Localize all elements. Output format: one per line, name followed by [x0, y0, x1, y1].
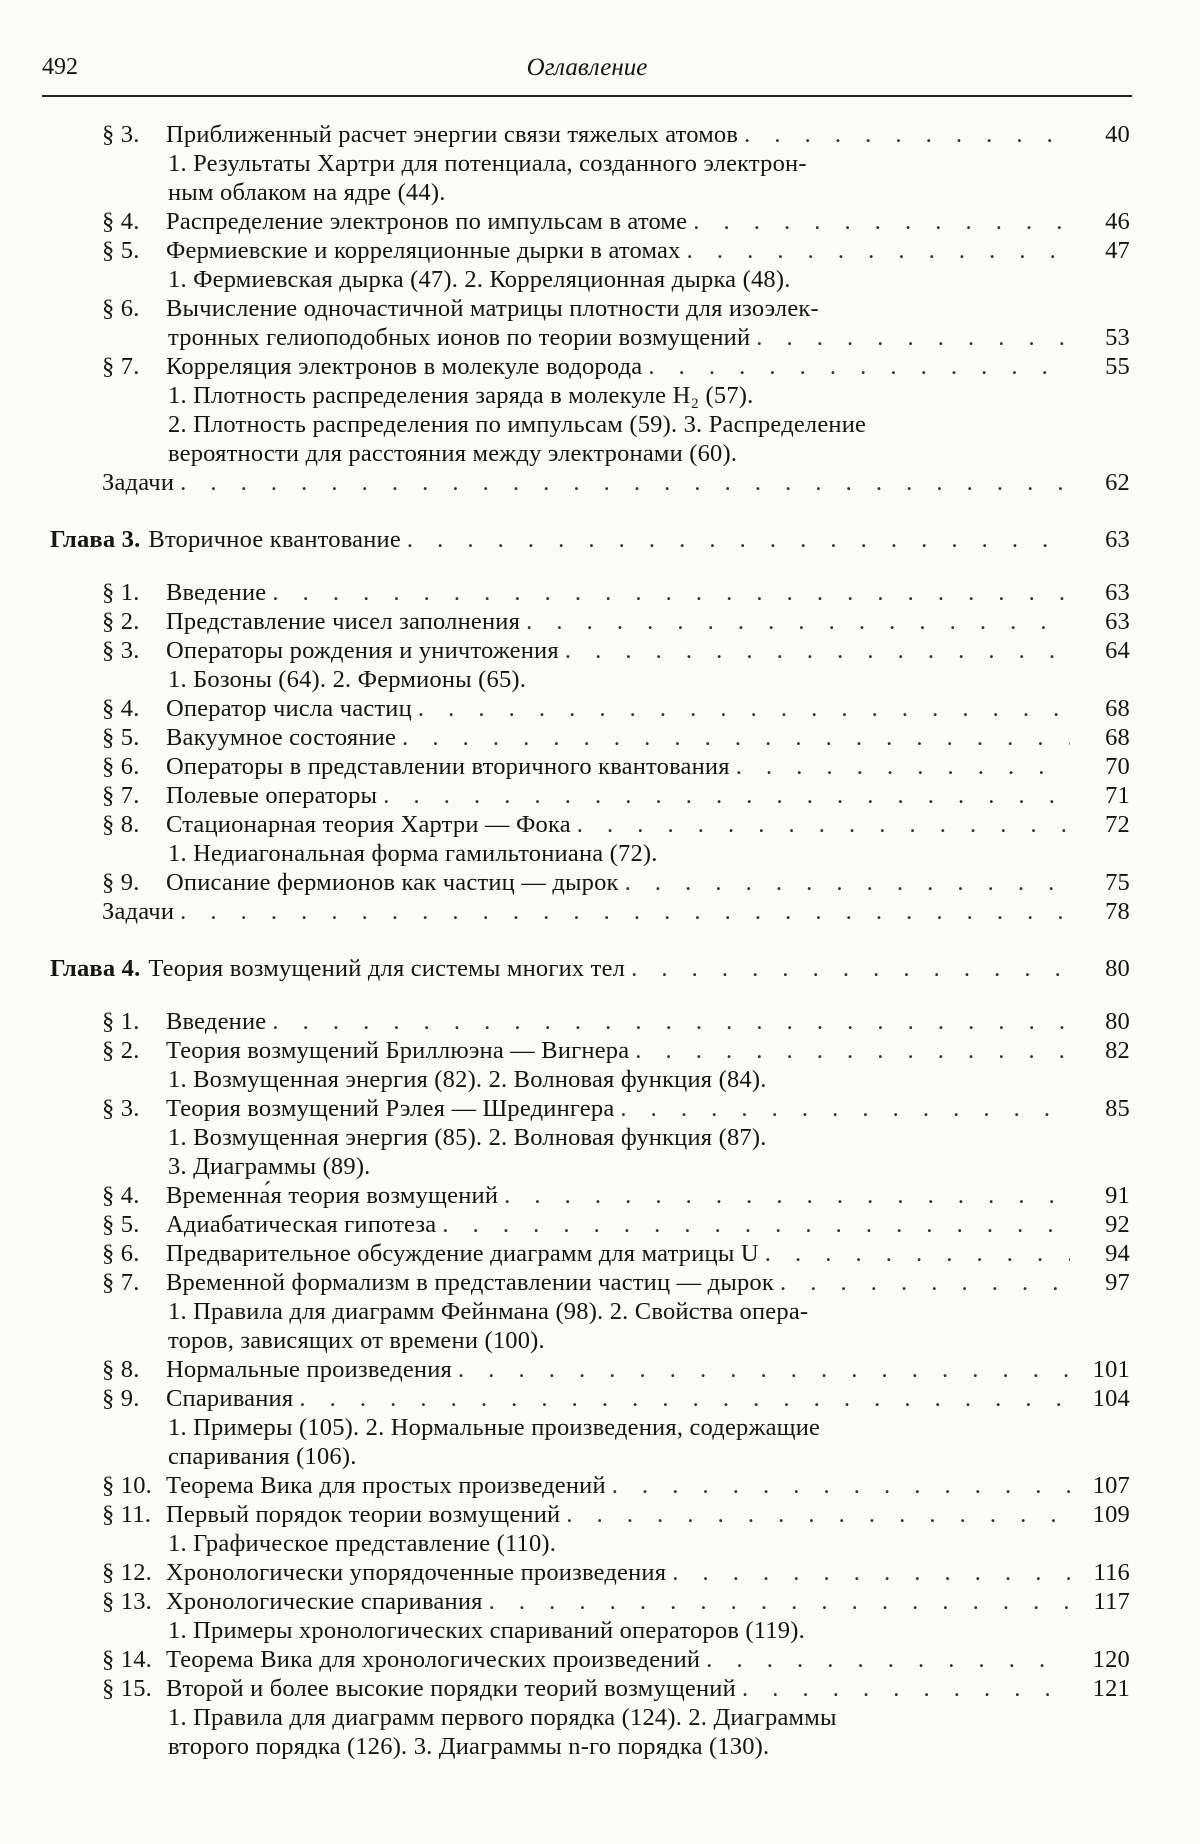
toc-page-number[interactable]: 72	[1105, 811, 1130, 838]
toc-leader-dots	[272, 578, 1070, 607]
toc-section-number: § 7.	[102, 353, 140, 380]
toc-chapter-label-text: Глава 4.	[50, 955, 141, 982]
toc-continuation-text: 1. Примеры (105). 2. Нормальные произведения, содержащие	[168, 1414, 821, 1441]
toc-leader-dots	[687, 236, 1070, 265]
toc-entry-title: Вакуумное состояние	[166, 724, 397, 751]
toc-leader-dots	[756, 323, 1070, 352]
toc-leader-dots	[565, 636, 1070, 665]
toc-section-entry[interactable]	[50, 1036, 1130, 1065]
toc-page-number[interactable]: 109	[1092, 1501, 1130, 1528]
toc-page-number[interactable]: 80	[1105, 1008, 1130, 1035]
toc-leader-dots	[418, 694, 1070, 723]
toc-entry-title: Спаривания	[166, 1385, 294, 1412]
toc-section-entry[interactable]	[50, 1471, 1130, 1500]
toc-leader-dots	[442, 1210, 1070, 1239]
toc-page-number[interactable]: 121	[1092, 1675, 1130, 1702]
toc-leader-dots	[648, 352, 1070, 381]
toc-leader-dots	[625, 868, 1070, 897]
toc-chapter-label	[50, 525, 140, 554]
toc-page-number[interactable]: 97	[1105, 1269, 1130, 1296]
toc-page-number[interactable]: 62	[1105, 469, 1130, 496]
toc-entry-title: Операторы рождения и уничтожения	[166, 637, 559, 664]
toc-section-number: § 4.	[102, 695, 140, 722]
toc-continuation-text: 1. Результаты Хартри для потенциала, созданного электрон-	[168, 150, 807, 177]
toc-section-entry[interactable]	[50, 352, 1130, 381]
toc-continuation	[50, 265, 1130, 294]
toc-leader-dots	[765, 1239, 1070, 1268]
toc-leader-dots	[526, 607, 1070, 636]
toc-entry-title: Распределение электронов по импульсам в атоме	[166, 208, 688, 235]
toc-section-number: § 6.	[102, 295, 140, 322]
toc-section-number: § 8.	[102, 811, 140, 838]
toc-section-entry[interactable]	[50, 723, 1130, 752]
toc-entry-title: Теория возмущений Бриллюэна — Вигнера	[166, 1037, 630, 1064]
spacer	[50, 497, 1130, 525]
toc-continuation	[50, 1065, 1130, 1094]
toc-entry-title: Корреляция электронов в молекуле водорода	[166, 353, 643, 380]
toc-section-entry[interactable]	[50, 294, 1130, 323]
toc-entry-title: Временной формализм в представлении частиц — дырок	[166, 1269, 774, 1296]
toc-leader-dots	[620, 1094, 1070, 1123]
toc-section-entry[interactable]	[50, 752, 1130, 781]
toc-leader-dots	[612, 1471, 1070, 1500]
toc-section-entry[interactable]	[50, 1239, 1130, 1268]
toc-section-entry[interactable]	[50, 694, 1130, 723]
toc-page-number[interactable]: 68	[1105, 695, 1130, 722]
toc-section-entry[interactable]	[50, 120, 1130, 149]
toc-entry-title: Представление чисел заполнения	[166, 608, 521, 635]
spacer	[50, 926, 1130, 954]
toc-entry-title: Адиабатическая гипотеза	[166, 1211, 437, 1238]
toc-entry-title: Теория возмущений Рэлея — Шредингера	[166, 1095, 615, 1122]
toc-continuation-text: второго порядка (126). 3. Диаграммы n-го порядка (130).	[168, 1733, 770, 1760]
toc-section-entry[interactable]	[50, 1094, 1130, 1123]
toc-continuation	[50, 149, 1130, 178]
toc-entry-title: Теорема Вика для простых произведений	[166, 1472, 606, 1499]
toc-section-number: § 1.	[102, 579, 140, 606]
spacer	[50, 983, 1130, 1007]
toc-continuation	[50, 381, 1130, 410]
toc-page-number[interactable]: 107	[1092, 1472, 1130, 1499]
toc-entry-title: Нормальные произведения	[166, 1356, 453, 1383]
toc-section-entry[interactable]	[50, 1210, 1130, 1239]
toc-page-number[interactable]: 68	[1105, 724, 1130, 751]
toc-section-number: § 15.	[102, 1675, 152, 1702]
toc-leader-dots	[566, 1500, 1070, 1529]
toc-continuation	[50, 439, 1130, 468]
toc-leader-dots	[672, 1558, 1070, 1587]
toc-section-number: § 9.	[102, 869, 140, 896]
toc-section-number: § 2.	[102, 608, 140, 635]
toc-section-number: § 10.	[102, 1472, 152, 1499]
toc-leader-dots	[736, 752, 1070, 781]
toc-page-number[interactable]: 104	[1092, 1385, 1130, 1412]
toc-section-entry[interactable]	[50, 236, 1130, 265]
toc-section-number: § 5.	[102, 1211, 140, 1238]
toc-leader-dots	[742, 1674, 1070, 1703]
toc-page-number[interactable]: 101	[1092, 1356, 1130, 1383]
toc-entry-title: Задачи	[102, 469, 175, 496]
running-title: Оглавление	[526, 54, 648, 81]
toc-continuation-text: 1. Графическое представление (110).	[168, 1530, 557, 1557]
toc-entry-title: Вычисление одночастичной матрицы плотности для изоэлек-	[166, 295, 819, 322]
toc-chapter-label	[50, 954, 140, 983]
toc-continuation-text: 1. Плотность распределения заряда в молекуле H₂ (57).	[168, 382, 754, 409]
toc-section-number: § 14.	[102, 1646, 152, 1673]
toc-page-number[interactable]: 63	[1105, 579, 1130, 606]
toc-continuation-text: тронных гелиоподобных ионов по теории возмущений	[168, 324, 751, 351]
toc-entry-title: Задачи	[102, 898, 175, 925]
toc-continuation-text: 1. Возмущенная энергия (85). 2. Волновая функция (87).	[168, 1124, 767, 1151]
toc-chapter-title: Вторичное квантование	[148, 526, 401, 553]
toc-continuation-text: 1. Фермиевская дырка (47). 2. Корреляционная дырка (48).	[168, 266, 791, 293]
toc-entry-title: Введение	[166, 579, 267, 606]
toc-continuation-text: 3. Диаграммы (89).	[168, 1153, 371, 1180]
toc-section-number: § 2.	[102, 1037, 140, 1064]
toc-section-entry[interactable]	[50, 1558, 1130, 1587]
toc-entry-problems[interactable]	[50, 468, 1130, 497]
toc-page-number[interactable]: 64	[1105, 637, 1130, 664]
toc-section-entry[interactable]	[50, 607, 1130, 636]
toc-continuation-text: 2. Плотность распределения по импульсам (59). 3. Распределение	[168, 411, 867, 438]
toc-leader-dots	[299, 1384, 1070, 1413]
spacer	[50, 554, 1130, 578]
toc-section-entry[interactable]	[50, 1355, 1130, 1384]
toc-page-number[interactable]: 80	[1105, 955, 1130, 982]
toc-section-number: § 9.	[102, 1385, 140, 1412]
header-rule	[42, 95, 1132, 97]
toc-continuation	[50, 178, 1130, 207]
toc-page-number[interactable]: 47	[1105, 237, 1130, 264]
toc-page-number[interactable]: 116	[1093, 1559, 1130, 1586]
toc-leader-dots	[383, 781, 1070, 810]
toc-continuation-text: вероятности для расстояния между электронами (60).	[168, 440, 738, 467]
toc-leader-dots	[180, 897, 1070, 926]
toc-leader-dots	[458, 1355, 1070, 1384]
toc-section-number: § 3.	[102, 637, 140, 664]
toc-entry-title: Хронологические спаривания	[166, 1588, 483, 1615]
toc-continuation	[50, 323, 1130, 352]
toc-continuation	[50, 1616, 1130, 1645]
toc-chapter-title: Теория возмущений для системы многих тел	[148, 955, 626, 982]
toc-leader-dots	[402, 723, 1070, 752]
toc-leader-dots	[489, 1587, 1070, 1616]
toc-continuation-text: ным облаком на ядре (44).	[168, 179, 446, 206]
toc-continuation	[50, 1732, 1130, 1761]
toc-page-number[interactable]: 71	[1105, 782, 1130, 809]
toc-chapter-label-text: Глава 3.	[50, 526, 141, 553]
toc-page-number[interactable]: 63	[1105, 608, 1130, 635]
toc-section-number: § 8.	[102, 1356, 140, 1383]
toc-continuation-text: торов, зависящих от времени (100).	[168, 1327, 545, 1354]
toc-page-number[interactable]: 120	[1092, 1646, 1130, 1673]
toc-page-number[interactable]: 85	[1105, 1095, 1130, 1122]
toc-section-entry[interactable]	[50, 578, 1130, 607]
toc-section-number: § 12.	[102, 1559, 152, 1586]
toc-entry-title: Стационарная теория Хартри — Фока	[166, 811, 571, 838]
toc-continuation-text: 1. Недиагональная форма гамильтониана (72).	[168, 840, 658, 867]
toc-page-number[interactable]: 91	[1105, 1182, 1130, 1209]
toc-continuation-text: 1. Бозоны (64). 2. Фермионы (65).	[168, 666, 527, 693]
toc-leader-dots	[577, 810, 1070, 839]
toc-section-number: § 7.	[102, 1269, 140, 1296]
toc-section-entry[interactable]	[50, 1645, 1130, 1674]
toc-section-entry[interactable]	[50, 207, 1130, 236]
page-header	[42, 54, 1132, 94]
toc-leader-dots	[706, 1645, 1070, 1674]
toc-entry-title: Полевые операторы	[166, 782, 378, 809]
toc-section-entry[interactable]	[50, 1181, 1130, 1210]
toc-continuation	[50, 1703, 1130, 1732]
toc-section-entry[interactable]	[50, 1500, 1130, 1529]
toc-page-number[interactable]: 40	[1105, 121, 1130, 148]
toc-leader-dots	[744, 120, 1070, 149]
toc-section-number: § 7.	[102, 782, 140, 809]
toc-section-entry[interactable]	[50, 1007, 1130, 1036]
toc-continuation-text: 1. Правила для диаграмм Фейнмана (98). 2. Свойства опера-	[168, 1298, 809, 1325]
toc-continuation-text: спаривания (106).	[168, 1443, 357, 1470]
toc-chapter-4[interactable]	[50, 954, 1130, 983]
toc-entry-title: Первый порядок теории возмущений	[166, 1501, 561, 1528]
toc-section-entry[interactable]	[50, 636, 1130, 665]
toc-leader-dots	[780, 1268, 1070, 1297]
toc-section-entry[interactable]	[50, 1384, 1130, 1413]
toc-continuation	[50, 665, 1130, 694]
toc-entry-title: Описание фермионов как частиц — дырок	[166, 869, 619, 896]
toc-page-number[interactable]: 70	[1105, 753, 1130, 780]
toc-leader-dots	[272, 1007, 1070, 1036]
toc-chapter-3[interactable]	[50, 525, 1130, 554]
toc-continuation	[50, 839, 1130, 868]
toc-page-number[interactable]: 82	[1105, 1037, 1130, 1064]
toc-continuation	[50, 1529, 1130, 1558]
page-number: 492	[42, 54, 78, 80]
toc-continuation-text: 1. Правила для диаграмм первого порядка (124). 2. Диаграммы	[168, 1704, 837, 1731]
toc-continuation	[50, 1442, 1130, 1471]
toc-page-number[interactable]: 94	[1105, 1240, 1130, 1267]
toc-continuation	[50, 1297, 1130, 1326]
toc-entry-title: Операторы в представлении вторичного квантования	[166, 753, 730, 780]
toc-continuation-text: 1. Возмущенная энергия (82). 2. Волновая функция (84).	[168, 1066, 767, 1093]
toc-continuation	[50, 1123, 1130, 1152]
toc-page-number[interactable]: 78	[1105, 898, 1130, 925]
toc-section-number: § 1.	[102, 1008, 140, 1035]
toc-page-number[interactable]: 117	[1093, 1588, 1130, 1615]
toc-section-entry[interactable]	[50, 781, 1130, 810]
toc-entry-title: Временна́я теория возмущений	[166, 1182, 499, 1209]
toc-leader-dots	[631, 954, 1070, 983]
toc-entry-title: Оператор числа частиц	[166, 695, 412, 722]
toc-entry-title: Второй и более высокие порядки теорий возмущений	[166, 1675, 736, 1702]
toc-entry-title: Введение	[166, 1008, 267, 1035]
toc-section-entry[interactable]	[50, 1268, 1130, 1297]
toc-page-number[interactable]: 63	[1105, 526, 1130, 553]
toc-section-number: § 4.	[102, 208, 140, 235]
toc-leader-dots	[504, 1181, 1070, 1210]
toc-page-number[interactable]: 53	[1105, 324, 1130, 351]
toc-section-number: § 3.	[102, 1095, 140, 1122]
toc-page-number[interactable]: 92	[1105, 1211, 1130, 1238]
toc-continuation	[50, 410, 1130, 439]
toc-continuation	[50, 1413, 1130, 1442]
table-of-contents	[50, 120, 1130, 1761]
toc-continuation	[50, 1326, 1130, 1355]
toc-section-number: § 11.	[102, 1501, 152, 1528]
toc-section-number: § 13.	[102, 1588, 152, 1615]
toc-section-number: § 5.	[102, 724, 140, 751]
toc-page-number[interactable]: 75	[1105, 869, 1130, 896]
toc-continuation	[50, 1152, 1130, 1181]
toc-entry-title: Предварительное обсуждение диаграмм для матрицы U	[166, 1240, 759, 1267]
toc-entry-problems[interactable]	[50, 897, 1130, 926]
toc-continuation-text: 1. Примеры хронологических спариваний операторов (119).	[168, 1617, 805, 1644]
toc-page-number[interactable]: 46	[1105, 208, 1130, 235]
toc-section-number: § 3.	[102, 121, 140, 148]
toc-entry-title: Хронологически упорядоченные произведения	[166, 1559, 667, 1586]
toc-entry-title: Фермиевские и корреляционные дырки в атомах	[166, 237, 681, 264]
toc-section-number: § 5.	[102, 237, 140, 264]
toc-section-number: § 6.	[102, 1240, 140, 1267]
toc-section-entry[interactable]	[50, 1587, 1130, 1616]
toc-section-number: § 4.	[102, 1182, 140, 1209]
toc-section-entry[interactable]	[50, 810, 1130, 839]
toc-leader-dots	[180, 468, 1070, 497]
toc-leader-dots	[635, 1036, 1070, 1065]
toc-section-entry[interactable]	[50, 1674, 1130, 1703]
toc-entry-title: Приближенный расчет энергии связи тяжелых атомов	[166, 121, 739, 148]
toc-entry-title: Теорема Вика для хронологических произведений	[166, 1646, 701, 1673]
toc-section-number: § 6.	[102, 753, 140, 780]
toc-leader-dots	[693, 207, 1070, 236]
toc-section-entry[interactable]	[50, 868, 1130, 897]
toc-page-number[interactable]: 55	[1105, 353, 1130, 380]
toc-leader-dots	[407, 525, 1070, 554]
